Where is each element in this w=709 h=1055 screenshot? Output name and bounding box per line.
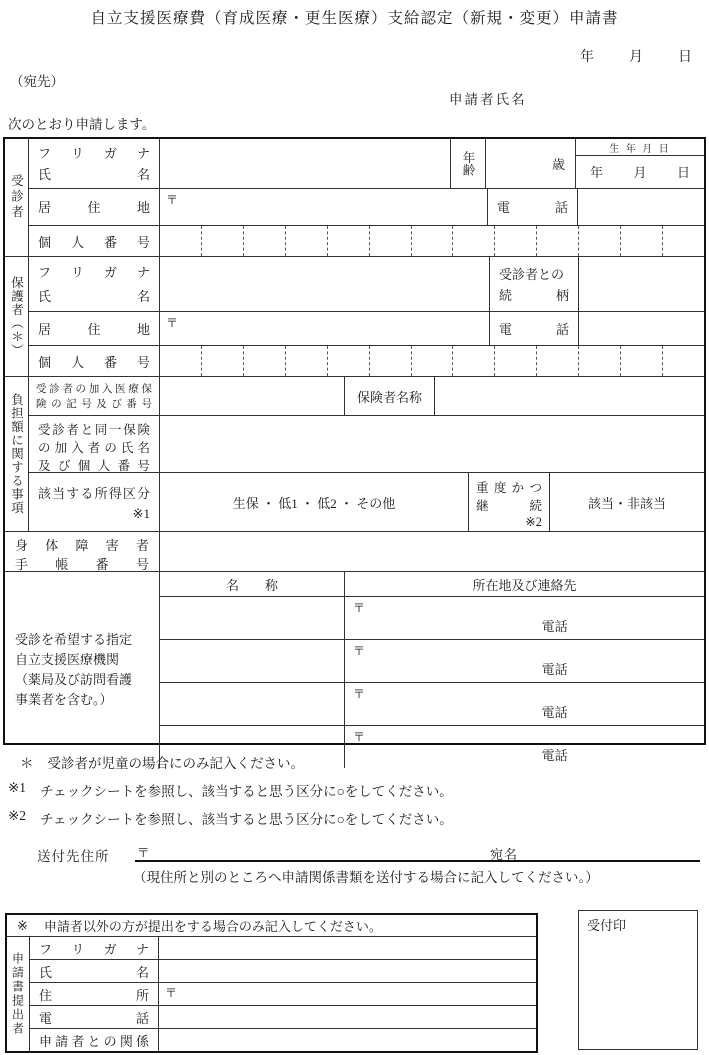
receipt-stamp-box [578,910,698,1050]
personal-number-cell[interactable] [662,226,704,256]
submitter-name-label: 氏 名 [30,960,159,982]
personal-number-cell[interactable] [327,226,369,256]
postal-mark: 〒 [353,687,366,701]
institution-address-field-2[interactable] [345,640,704,682]
burden-section-label: 負担額に関する事項 [5,377,29,531]
institution-address-field-4[interactable] [345,726,704,768]
institution-address-header: 所在地及び連絡先 [472,577,577,593]
patient-address-field[interactable] [160,189,488,226]
severe-note-mark: ※2 [525,515,542,529]
same-insurance-field[interactable] [160,416,704,472]
handbook-row [5,532,704,572]
submitter-header-text: 申請者以外の方が提出をする場合のみ記入してください。 [43,919,382,934]
institution-address-field-1[interactable] [345,597,704,639]
postal-mark: 〒 [353,601,366,615]
personal-number-cell[interactable] [578,226,620,256]
mailing-address-label: 送付先住所 [37,849,110,864]
insurer-name-field[interactable] [435,377,704,415]
patient-residence-label: 居 住 地 [29,189,160,226]
submitter-header-mark: ※ [17,917,28,933]
institution-phone-label: 電話 [541,705,568,720]
guardian-phone-label: 電 話 [490,312,579,346]
guardian-name-kanji-label: 氏 名 [38,289,150,305]
mailing-atena-label: 宛名 [490,847,519,862]
submitter-table [5,913,538,1053]
income-note-mark: ※1 [132,506,150,521]
postal-mark: 〒 [165,986,178,1000]
main-form-table [3,137,706,763]
personal-number-cell[interactable] [243,346,285,376]
patient-phone-field[interactable] [578,189,704,226]
receipt-stamp-label: 受付印 [587,918,627,933]
institution-name-field-3[interactable] [160,683,345,725]
submitter-section-label: 申請書提出者 [7,937,30,1051]
submitter-furigana-row [30,937,536,960]
submitter-furigana-label: フ リ ガ ナ [30,937,159,959]
insurance-symbol-field[interactable] [160,377,345,415]
institution-address-field-3[interactable] [345,683,704,725]
guardian-furigana-label: フ リ ガ ナ [38,265,150,281]
institutions-section [5,572,704,768]
postal-mark: 〒 [353,644,366,658]
postal-mark: 〒 [166,315,179,330]
patient-phone-label: 電 話 [488,189,578,226]
patient-section-label: 受診者 [5,139,29,256]
personal-number-cell[interactable] [411,226,453,256]
patient-birthdate-field[interactable] [576,156,704,188]
guardian-name-label [29,257,160,311]
date-year-label: 年 [580,50,594,65]
personal-number-cell[interactable] [160,346,201,376]
institution-name-header: 名 称 [160,572,345,596]
birthdate-header: 生 年 月 日 [576,139,704,156]
personal-number-cell[interactable] [452,226,494,256]
note-checksheet-1 [8,780,453,800]
submitter-relation-label: 申請者との関係 [30,1029,159,1051]
income-options[interactable]: 生保 ・ 低1 ・ 低2 ・ その他 [160,473,469,532]
guardian-relation-field[interactable] [579,257,704,311]
institution-name-field-2[interactable] [160,640,345,682]
handbook-number-label: 身 体 障 害 者 手 帳 番 号 [5,532,160,571]
burden-section [5,377,704,532]
submitter-phone-label: 電 話 [30,1006,159,1028]
mailing-note: （現住所と別のところへ申請関係書類を送付する場合に記入してください。） [133,870,599,885]
submitter-address-row [30,983,536,1006]
guardian-address-field[interactable] [160,312,490,346]
postal-mark: 〒 [353,730,366,744]
birth-month-label: 月 [633,165,647,181]
guardian-section [5,257,704,377]
guardian-relation-label: 受診者との 続 柄 [490,257,579,311]
intro-text: 次のとおり申請します。 [8,117,156,132]
note-mark: ＊ [20,756,34,771]
submitter-address-field[interactable] [159,983,536,1005]
personal-number-cell[interactable] [494,346,536,376]
personal-number-cell[interactable] [201,226,243,256]
institutions-label: 受診を希望する指定 自立支援医療機関 （薬局及び訪問看護 事業者を含む。） [5,572,160,768]
personal-number-cell[interactable] [369,226,411,256]
income-category-label: 該当する所得区分 ※1 [29,473,160,532]
patient-name-kanji-label: 氏 名 [38,167,150,183]
note-text: チェックシートを参照し、該当すると思う区分に○をしてください。 [40,784,453,799]
submitter-furigana-field[interactable] [159,937,536,959]
guardian-residence-label: 居 住 地 [29,312,160,346]
birth-day-label: 日 [676,165,690,181]
addressee-label: （宛先） [10,74,64,89]
date-month-label: 月 [629,50,643,65]
submitter-relation-field[interactable] [159,1029,536,1051]
postal-mark: 〒 [166,192,179,207]
guardian-personal-number-label: 個 人 番 号 [29,346,160,376]
patient-birthdate-cell [576,139,704,188]
personal-number-cell[interactable] [578,346,620,376]
insurance-symbol-label: 受診者の加入医療保 険の記号及び番号 [29,377,160,415]
personal-number-cell[interactable] [285,226,327,256]
submitter-name-field[interactable] [159,960,536,982]
note-mark: ※2 [8,808,27,823]
personal-number-cell[interactable] [620,346,662,376]
date-day-label: 日 [678,50,692,65]
patient-furigana-label: フ リ ガ ナ [38,146,150,162]
personal-number-cell[interactable] [243,226,285,256]
institution-phone-label: 電話 [541,662,568,677]
handbook-number-field[interactable] [160,532,704,571]
mailing-address-field[interactable] [135,841,700,862]
submitter-name-row [30,960,536,983]
note-text: チェックシートを参照し、該当すると思う区分に○をしてください。 [40,812,453,827]
personal-number-cell[interactable] [536,226,578,256]
institution-phone-label: 電話 [541,748,568,763]
form-title: 自立支援医療費（育成医療・更生医療）支給認定（新規・変更）申請書 [90,10,619,27]
submitter-address-label: 住 所 [30,983,159,1005]
personal-number-cell[interactable] [160,226,201,256]
patient-age-label: 年齢 [451,139,486,188]
institution-phone-label: 電話 [541,619,568,634]
patient-personal-number-label: 個 人 番 号 [29,226,160,256]
note-child-only [20,752,304,772]
submitter-phone-field[interactable] [159,1006,536,1028]
personal-number-cell[interactable] [494,226,536,256]
applicant-name-label: 申請者氏名 [449,92,527,107]
severe-options[interactable]: 該当・非該当 [587,496,666,511]
personal-number-cell[interactable] [201,346,243,376]
personal-number-cell[interactable] [536,346,578,376]
personal-number-cell[interactable] [411,346,453,376]
patient-personal-number-field[interactable] [160,226,704,256]
note-text: 受診者が児童の場合にのみ記入ください。 [47,756,304,771]
patient-name-label [29,139,160,188]
submitter-header [7,915,536,937]
personal-number-cell[interactable] [662,346,704,376]
personal-number-cell[interactable] [327,346,369,376]
submitter-relation-row [30,1029,536,1051]
same-insurance-label: 受診者と同一保険 の加入者の氏名 及び個人番号 [29,416,160,472]
submitter-phone-row [30,1006,536,1029]
personal-number-cell[interactable] [452,346,494,376]
postal-mark: 〒 [137,846,150,860]
personal-number-cell[interactable] [369,346,411,376]
institution-name-field-1[interactable] [160,597,345,639]
guardian-phone-field[interactable] [579,312,704,346]
severe-continuous-label: 重 度 か つ 継 続 ※2 [469,473,550,532]
birth-year-label: 年 [590,165,604,181]
patient-age-unit-label: 歳 [486,139,576,188]
note-mark: ※1 [8,780,27,795]
guardian-personal-number-field[interactable] [160,346,704,376]
patient-name-field[interactable] [160,139,451,188]
patient-section [5,139,704,257]
personal-number-cell[interactable] [620,226,662,256]
guardian-name-field[interactable] [160,257,490,311]
note-checksheet-2 [8,808,453,828]
insurer-name-label: 保険者名称 [345,377,435,415]
personal-number-cell[interactable] [285,346,327,376]
date-line [580,46,692,66]
guardian-section-label: 保護者（＊） [5,257,29,376]
